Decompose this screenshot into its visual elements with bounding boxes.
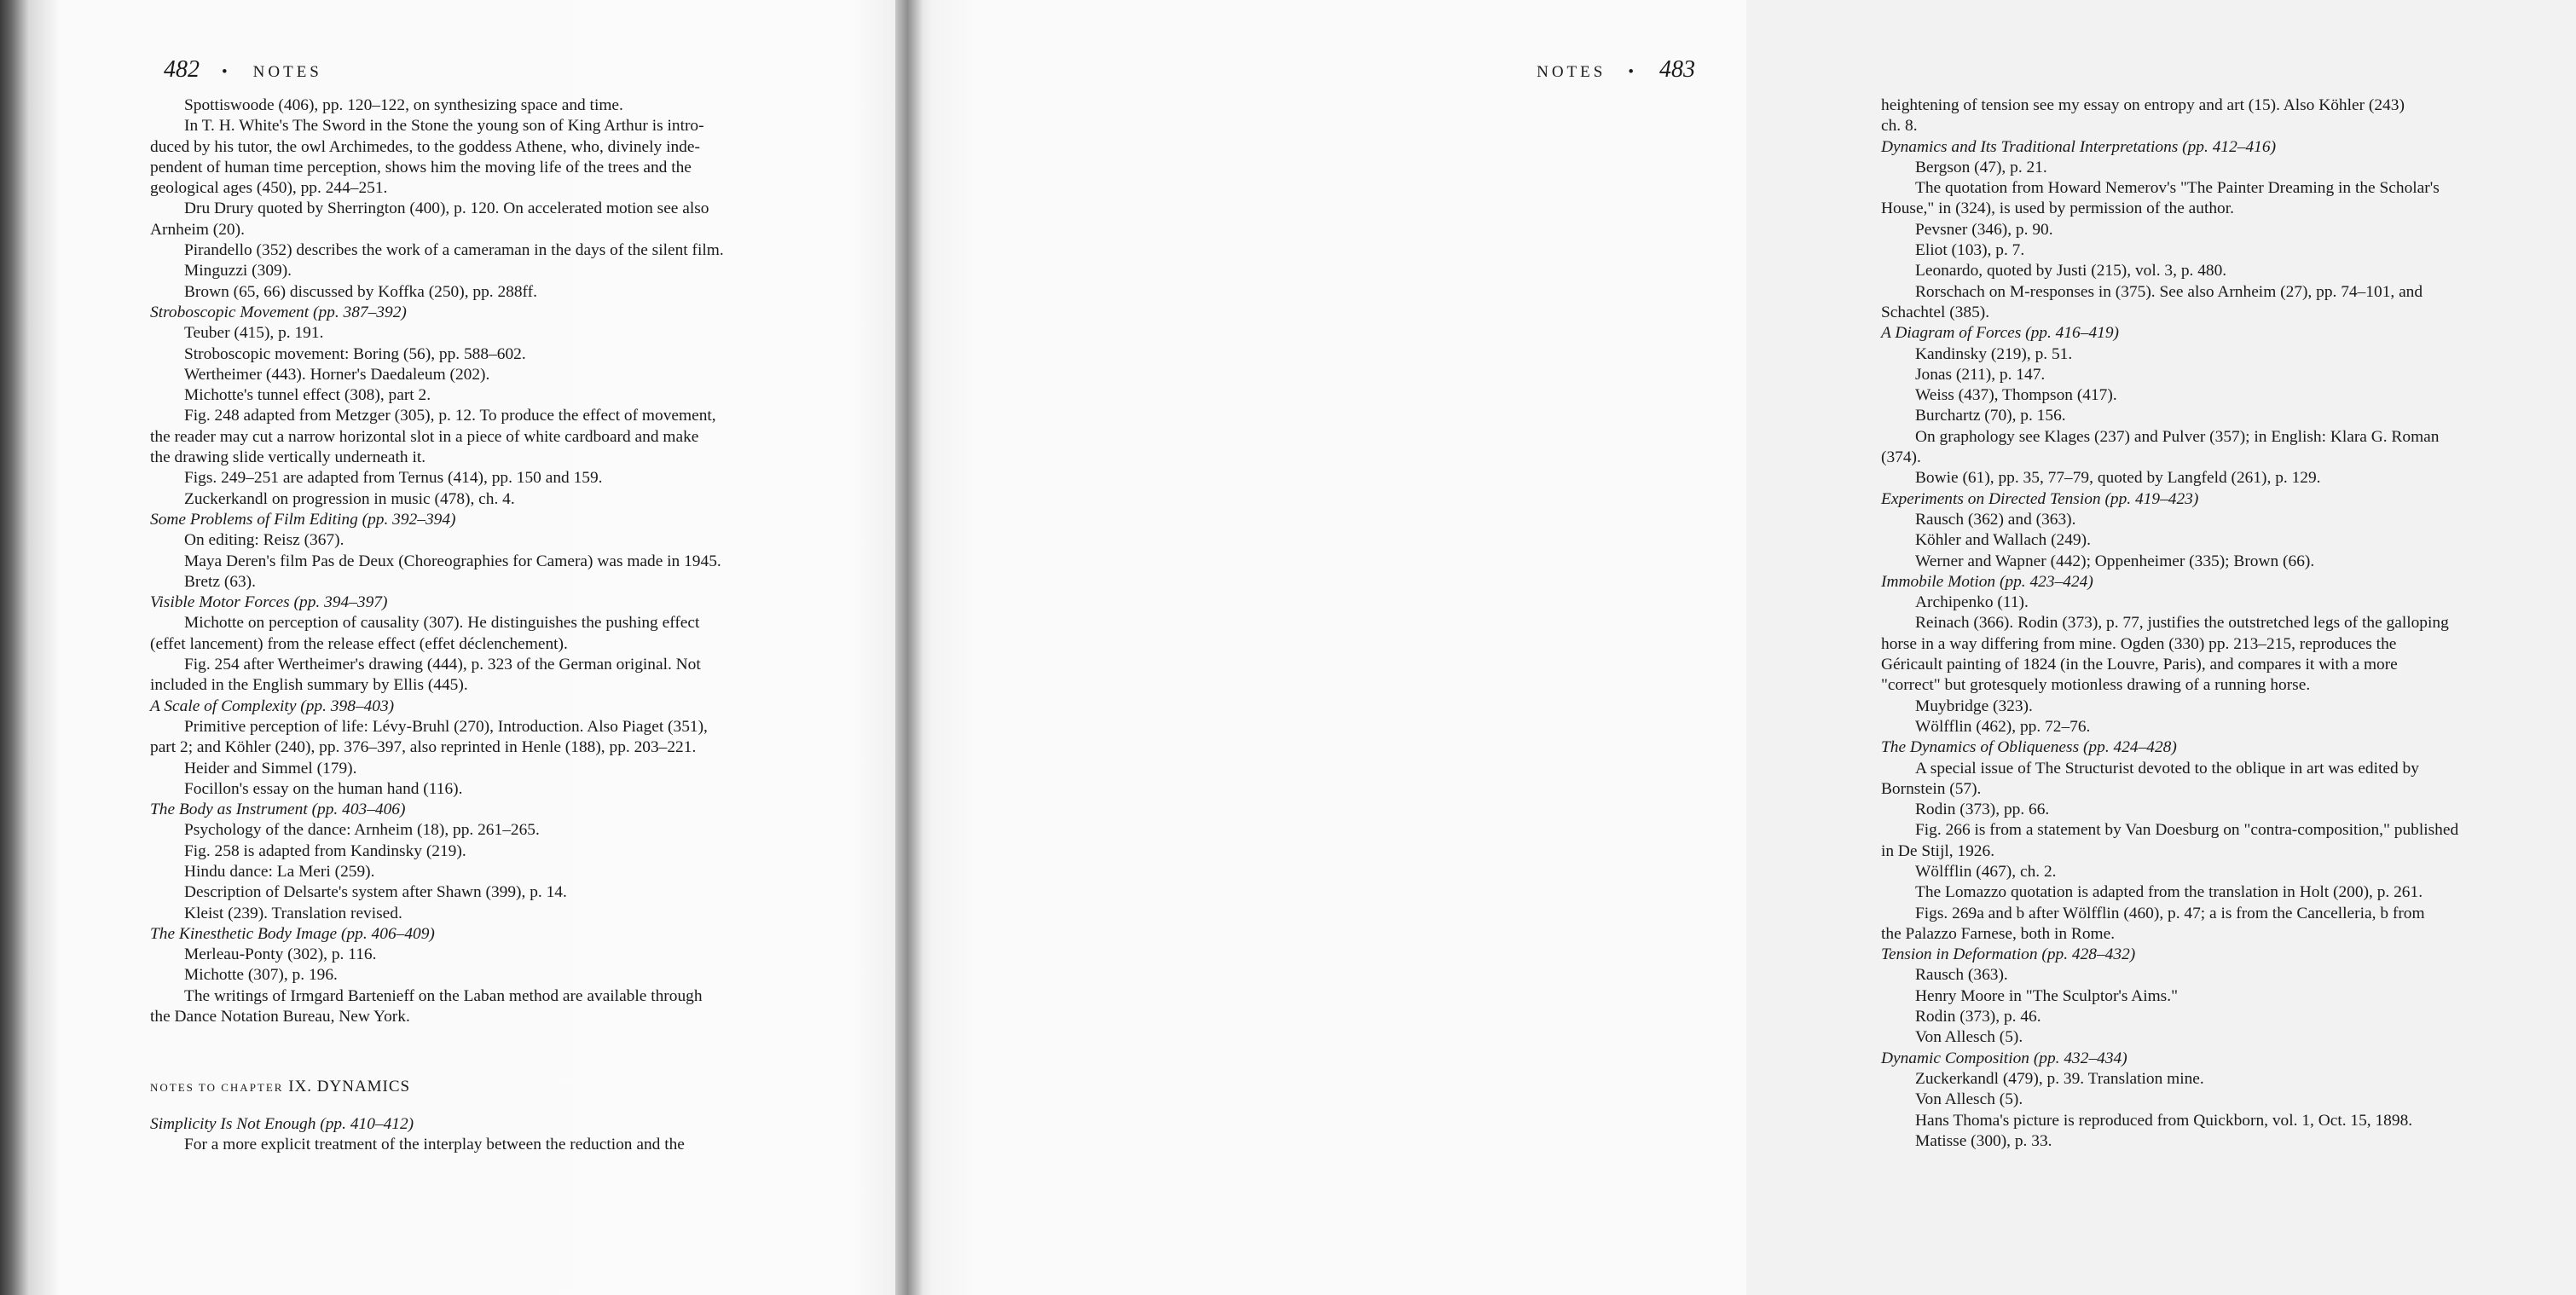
note-entry: For a more explicit treatment of the interplay between the reduction and the — [184, 1135, 685, 1153]
note-line: horse in a way differing from mine. Ogden (330) pp. 213–215, reproduces the — [1881, 634, 2397, 653]
note-entry: On editing: Reisz (367). — [184, 531, 344, 550]
notes-column-right — [1881, 95, 2576, 1152]
note-line: Arnheim (20). — [150, 220, 245, 239]
note-line: Schachtel (385). — [1881, 303, 1990, 321]
note-entry: The Lomazzo quotation is adapted from the translation in Holt (200), p. 261. — [1915, 883, 2423, 902]
note-entry: Werner and Wapner (442); Oppenheimer (335); Brown (66). — [1915, 552, 2315, 570]
note-entry: Rodin (373), pp. 66. — [1915, 801, 2050, 819]
note-entry: Burchartz (70), p. 156. — [1915, 407, 2066, 425]
note-entry: Focillon's essay on the human hand (116). — [184, 779, 463, 798]
section-heading: The Kinesthetic Body Image (pp. 406–409) — [150, 924, 435, 943]
note-line: the reader may cut a narrow horizontal slot in a piece of white cardboard and make — [150, 427, 699, 446]
note-entry: Pirandello (352) describes the work of a cameraman in the days of the silent film. — [184, 241, 724, 260]
note-entry: Kandinsky (219), p. 51. — [1915, 344, 2073, 363]
note-entry: Figs. 269a and b after Wölfflin (460), p. 47; a is from the Cancelleria, b from — [1915, 904, 2425, 922]
section-heading: Some Problems of Film Editing (pp. 392–394) — [150, 510, 456, 529]
note-entry: Fig. 254 after Wertheimer's drawing (444), p. 323 of the German original. Not — [184, 656, 701, 674]
note-line: pendent of human time perception, shows him the moving life of the trees and the — [150, 158, 692, 176]
note-entry: Wölfflin (462), pp. 72–76. — [1915, 717, 2091, 736]
chapter-heading-prefix: NOTES TO CHAPTER — [150, 1081, 284, 1095]
section-heading: The Body as Instrument (pp. 403–406) — [150, 801, 406, 819]
note-entry: Rodin (373), p. 46. — [1915, 1008, 2041, 1026]
chapter-notes-lines — [150, 1114, 842, 1156]
note-entry: Psychology of the dance: Arnheim (18), pp. 261–265. — [184, 821, 540, 840]
note-entry: Dru Drury quoted by Sherrington (400), p. 120. On accelerated motion see also — [184, 199, 709, 218]
note-entry: Jonas (211), p. 147. — [1915, 365, 2046, 384]
note-entry: Fig. 258 is adapted from Kandinsky (219). — [184, 841, 466, 860]
note-line: in De Stijl, 1926. — [1881, 841, 1995, 860]
note-entry: Kleist (239). Translation revised. — [184, 904, 402, 922]
section-heading: Stroboscopic Movement (pp. 387–392) — [150, 303, 407, 321]
chapter-heading — [150, 1077, 842, 1098]
section-heading: Experiments on Directed Tension (pp. 419–423) — [1881, 489, 2199, 508]
right-page — [909, 0, 2459, 1295]
note-entry: Michotte (307), p. 196. — [184, 966, 338, 985]
note-entry: Von Allesch (5). — [1915, 1028, 2023, 1047]
section-heading: A Scale of Complexity (pp. 398–403) — [150, 697, 395, 715]
note-entry: Brown (65, 66) discussed by Koffka (250), pp. 288ff. — [184, 282, 537, 301]
note-entry: Von Allesch (5). — [1915, 1090, 2023, 1109]
section-heading: Simplicity Is Not Enough (pp. 410–412) — [150, 1114, 414, 1133]
note-line: part 2; and Köhler (240), pp. 376–397, also reprinted in Henle (188), pp. 203–221. — [150, 738, 697, 757]
note-entry: Fig. 248 adapted from Metzger (305), p. 12. To produce the effect of movement, — [184, 407, 716, 425]
note-entry: Merleau-Ponty (302), p. 116. — [184, 945, 377, 964]
section-heading: Visible Motor Forces (pp. 394–397) — [150, 593, 388, 612]
note-entry: Rorschach on M-responses in (375). See also Arnheim (27), pp. 74–101, and — [1915, 282, 2423, 301]
note-entry: Spottiswoode (406), pp. 120–122, on synthesizing space and time. — [184, 96, 623, 114]
note-entry: Reinach (366). Rodin (373), p. 77, justifies the outstretched legs of the galloping — [1915, 614, 2449, 633]
note-entry: On graphology see Klages (237) and Pulver (357); in English: Klara G. Roman — [1915, 427, 2440, 446]
running-head-left — [164, 56, 322, 84]
note-entry: Teuber (415), p. 191. — [184, 324, 324, 343]
note-line: duced by his tutor, the owl Archimedes, to the goddess Athene, who, divinely inde- — [150, 137, 700, 156]
running-head-title-right: NOTES — [1537, 63, 1606, 81]
running-head-right — [1537, 56, 1695, 84]
note-entry: Heider and Simmel (179). — [184, 759, 357, 778]
note-entry: Description of Delsarte's system after Shawn (399), p. 14. — [184, 883, 567, 902]
note-entry: Archipenko (11). — [1915, 593, 2029, 612]
note-entry: Bergson (47), p. 21. — [1915, 158, 2047, 176]
note-line: the Palazzo Farnese, both in Rome. — [1881, 924, 2116, 943]
note-entry: Henry Moore in "The Sculptor's Aims." — [1915, 986, 2178, 1005]
note-line: heightening of tension see my essay on entropy and art (15). Also Köhler (243) — [1881, 96, 2405, 114]
note-entry: Primitive perception of life: Lévy-Bruhl (270), Introduction. Also Piaget (351), — [184, 717, 708, 736]
note-entry: Fig. 266 is from a statement by Van Doesburg on "contra-composition," published — [1915, 821, 2459, 840]
section-heading: Tension in Deformation (pp. 428–432) — [1881, 945, 2136, 964]
note-entry: Zuckerkandl on progression in music (478), ch. 4. — [184, 489, 515, 508]
note-line: included in the English summary by Ellis (445). — [150, 676, 468, 695]
note-entry: A special issue of The Structurist devoted to the oblique in art was edited by — [1915, 759, 2419, 778]
note-entry: Pevsner (346), p. 90. — [1915, 220, 2053, 239]
note-entry: The writings of Irmgard Bartenieff on the Laban method are available through — [184, 986, 703, 1005]
note-line: Bornstein (57). — [1881, 779, 1982, 798]
note-entry: Maya Deren's film Pas de Deux (Choreographies for Camera) was made in 1945. — [184, 552, 721, 570]
book-gutter — [895, 0, 923, 1295]
note-line: House," in (324), is used by permission of the author. — [1881, 199, 2234, 218]
notes-lines-left — [150, 95, 842, 1027]
section-heading: Dynamic Composition (pp. 432–434) — [1881, 1049, 2127, 1067]
section-heading: The Dynamics of Obliqueness (pp. 424–428) — [1881, 738, 2177, 757]
notes-lines-right — [1881, 95, 2576, 1152]
section-heading: A Diagram of Forces (pp. 416–419) — [1881, 324, 2119, 343]
note-entry: Bowie (61), pp. 35, 77–79, quoted by Langfeld (261), p. 129. — [1915, 469, 2321, 488]
section-spacer — [150, 1027, 842, 1077]
note-entry: In T. H. White's The Sword in the Stone the young son of King Arthur is intro- — [184, 117, 704, 136]
note-entry: Hans Thoma's picture is reproduced from Quickborn, vol. 1, Oct. 15, 1898. — [1915, 1111, 2413, 1130]
note-entry: Minguzzi (309). — [184, 262, 292, 280]
note-entry: The quotation from Howard Nemerov's "The Painter Dreaming in the Scholar's — [1915, 179, 2440, 198]
note-line: (374). — [1881, 448, 1921, 467]
note-entry: Rausch (363). — [1915, 966, 2008, 985]
note-entry: Wölfflin (467), ch. 2. — [1915, 862, 2057, 881]
note-entry: Michotte on perception of causality (307). He distinguishes the pushing effect — [184, 614, 700, 633]
note-line: Géricault painting of 1824 (in the Louvre, Paris), and compares it with a more — [1881, 656, 2398, 674]
note-line: the Dance Notation Bureau, New York. — [150, 1008, 410, 1026]
note-line: (effet lancement) from the release effect (effet déclenchement). — [150, 634, 568, 653]
note-line: "correct" but grotesquely motionless drawing of a running horse. — [1881, 676, 2311, 695]
left-page — [0, 0, 909, 1295]
bullet-icon: • — [1628, 63, 1637, 81]
note-entry: Rausch (362) and (363). — [1915, 510, 2076, 529]
note-entry: Muybridge (323). — [1915, 697, 2033, 715]
section-heading: Dynamics and Its Traditional Interpretations (pp. 412–416) — [1881, 137, 2277, 156]
chapter-heading-title: IX. DYNAMICS — [288, 1078, 411, 1096]
notes-column-left — [150, 95, 842, 1155]
page-number-right: 483 — [1659, 56, 1695, 83]
page-number-left: 482 — [164, 56, 200, 83]
note-entry: Weiss (437), Thompson (417). — [1915, 386, 2117, 405]
note-line: ch. 8. — [1881, 117, 1918, 136]
note-entry: Köhler and Wallach (249). — [1915, 531, 2091, 550]
running-head-title-left: NOTES — [252, 63, 322, 81]
note-entry: Leonardo, quoted by Justi (215), vol. 3, p. 480. — [1915, 262, 2227, 280]
note-entry: Matisse (300), p. 33. — [1915, 1131, 2052, 1150]
note-line: the drawing slide vertically underneath it. — [150, 448, 426, 467]
section-heading: Immobile Motion (pp. 423–424) — [1881, 572, 2093, 591]
note-entry: Zuckerkandl (479), p. 39. Translation mine. — [1915, 1069, 2204, 1088]
note-entry: Figs. 249–251 are adapted from Ternus (414), pp. 150 and 159. — [184, 469, 603, 488]
note-entry: Wertheimer (443). Horner's Daedaleum (202). — [184, 365, 490, 384]
bullet-icon: • — [222, 63, 231, 81]
note-entry: Stroboscopic movement: Boring (56), pp. 588–602. — [184, 344, 526, 363]
note-entry: Michotte's tunnel effect (308), part 2. — [184, 386, 431, 405]
note-entry: Hindu dance: La Meri (259). — [184, 862, 375, 881]
note-entry: Bretz (63). — [184, 572, 256, 591]
note-line: geological ages (450), pp. 244–251. — [150, 179, 388, 198]
note-entry: Eliot (103), p. 7. — [1915, 241, 2025, 260]
